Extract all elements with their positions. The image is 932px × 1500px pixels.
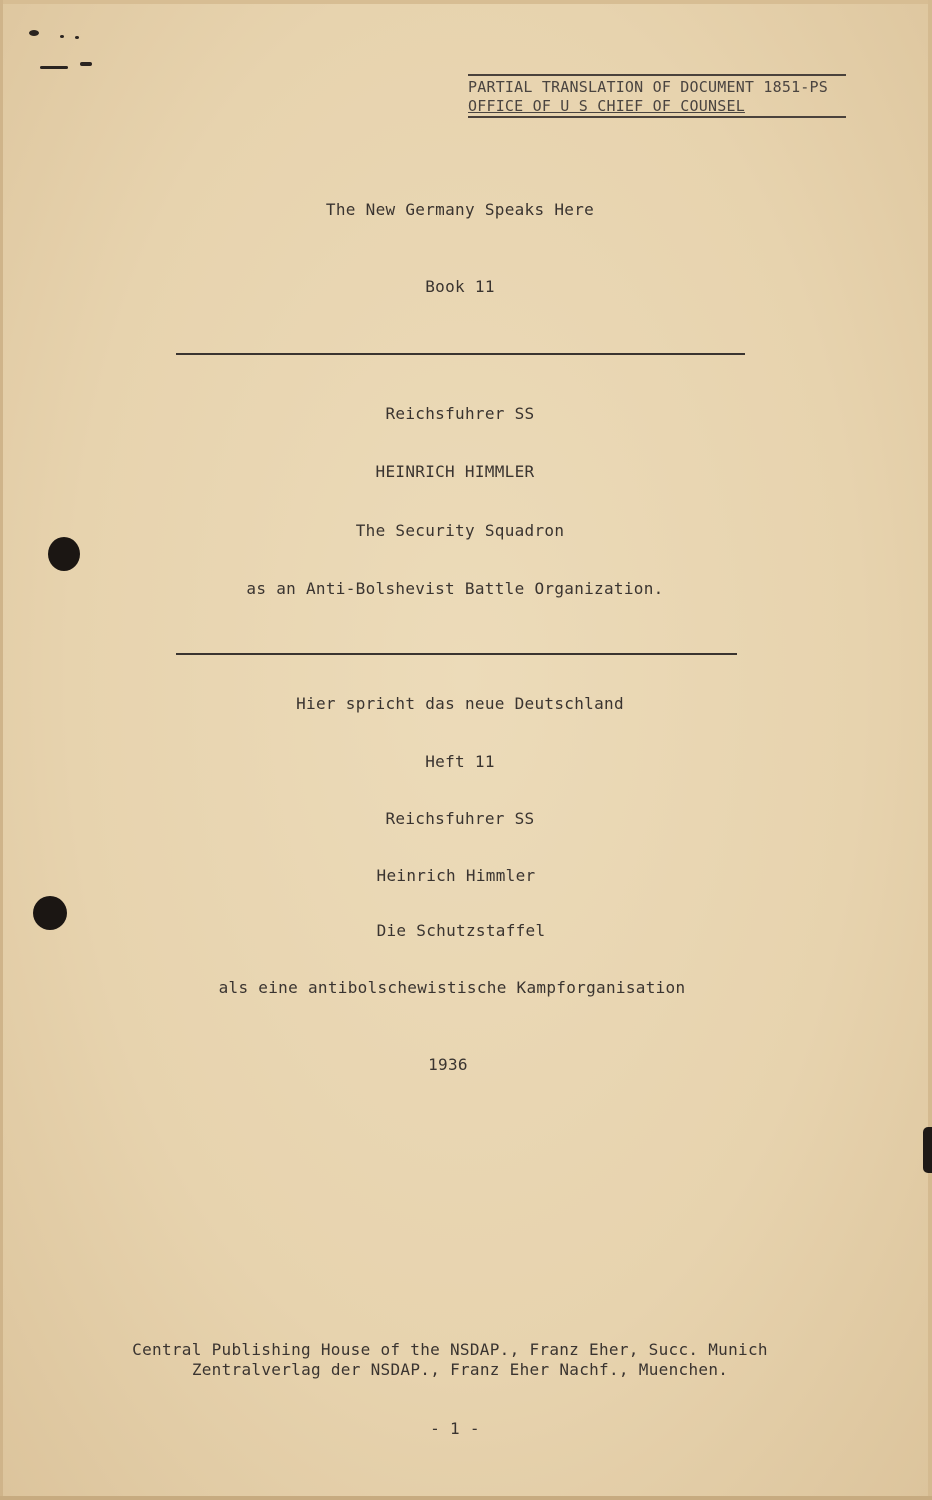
english-book: Book 11 — [425, 277, 495, 296]
ink-speck — [60, 35, 64, 38]
english-series: The New Germany Speaks Here — [325, 200, 595, 219]
publisher-english: Central Publishing House of the NSDAP., Franz Eher, Succ. Munich — [132, 1340, 768, 1359]
german-title: Die Schutzstaffel — [376, 921, 546, 940]
page-number: - 1 - — [430, 1419, 480, 1438]
page-edge-top — [0, 0, 932, 4]
page-edge-left — [0, 0, 3, 1500]
header-translation-line: PARTIAL TRANSLATION OF DOCUMENT 1851-PS — [468, 78, 828, 96]
english-rank: Reichsfuhrer SS — [385, 404, 535, 423]
divider-rule — [176, 653, 737, 655]
german-book: Heft 11 — [425, 752, 495, 771]
ink-speck — [40, 66, 68, 69]
english-title: The Security Squadron — [355, 521, 565, 540]
english-author: HEINRICH HIMMLER — [375, 462, 535, 481]
ink-speck — [29, 30, 39, 36]
punch-hole-icon — [48, 537, 80, 571]
page-edge-bottom — [0, 1496, 932, 1500]
english-subtitle: as an Anti-Bolshevist Battle Organization. — [246, 579, 664, 598]
binding-clip-icon — [923, 1127, 932, 1173]
punch-hole-icon — [33, 896, 67, 930]
ink-speck — [75, 36, 79, 39]
german-subtitle: als eine antibolschewistische Kampforganisation — [218, 978, 686, 997]
german-rank: Reichsfuhrer SS — [385, 809, 535, 828]
document-header — [468, 74, 846, 118]
ink-speck — [80, 62, 92, 66]
divider-rule — [176, 353, 745, 355]
german-author: Heinrich Himmler — [376, 866, 536, 885]
header-office-line: OFFICE OF U S CHIEF OF COUNSEL — [468, 97, 745, 115]
publication-year: 1936 — [428, 1055, 468, 1074]
publisher-german: Zentralverlag der NSDAP., Franz Eher Nachf., Muenchen. — [191, 1360, 729, 1379]
german-series: Hier spricht das neue Deutschland — [296, 694, 624, 713]
page-edge-right — [928, 0, 932, 1500]
